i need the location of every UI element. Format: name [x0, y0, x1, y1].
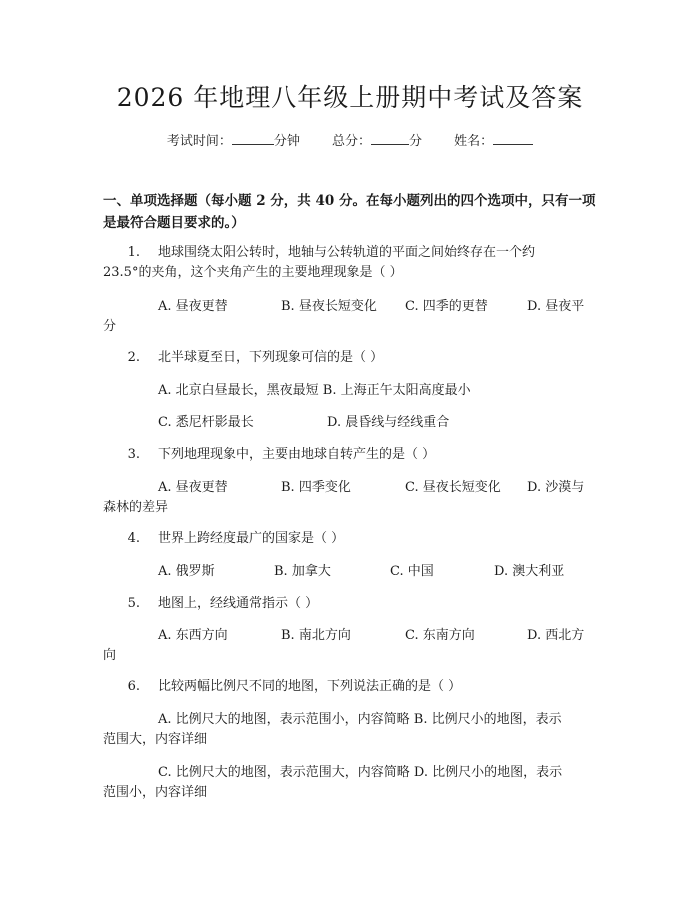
option-d: D. 澳大利亚 — [494, 564, 565, 579]
options-row1: A. 比例尺大的地图，表示范围小，内容简略 B. 比例尺小的地图，表示 — [158, 712, 562, 727]
question-number: 2. — [127, 350, 140, 365]
time-blank — [232, 130, 274, 145]
question-number: 1. — [127, 245, 140, 260]
score-unit: 分 — [409, 134, 423, 149]
question-stem-line1: 地图上，经线通常指示（ ） — [158, 596, 319, 611]
score-field — [332, 134, 422, 149]
option-d: D. 晨昏线与经线重合 — [327, 415, 450, 430]
question-stem-line1: 世界上跨经度最广的国家是（ ） — [158, 531, 345, 546]
option-d: D. 西北方 — [527, 628, 585, 643]
name-blank — [493, 130, 533, 145]
name-field — [454, 134, 533, 149]
time-unit: 分钟 — [273, 134, 300, 149]
score-blank — [371, 130, 409, 145]
option-a: A. 东西方向 — [158, 628, 228, 643]
option-c: C. 东南方向 — [405, 628, 475, 643]
option-c: C. 中国 — [390, 564, 434, 579]
question-number: 4. — [127, 531, 140, 546]
exam-title: 2026 年地理八年级上册期中考试及答案 — [116, 83, 584, 112]
question-stem-line2: 23.5°的夹角，这个夹角产生的主要地理现象是（ ） — [103, 265, 403, 280]
option-wrap: 森林的差异 — [103, 500, 169, 515]
options-row2: C. 比例尺大的地图，表示范围大，内容简略 D. 比例尺小的地图，表示 — [158, 765, 563, 780]
question-stem-line1: 比较两幅比例尺不同的地图，下列说法正确的是（ ） — [158, 679, 462, 694]
options-row1: A. 北京白昼最长，黑夜最短 B. 上海正午太阳高度最小 — [158, 383, 471, 398]
question-stem-line1: 北半球夏至日，下列现象可信的是（ ） — [158, 350, 384, 365]
option-a: A. 俄罗斯 — [158, 564, 215, 579]
option-b: B. 南北方向 — [281, 628, 351, 643]
option-b: B. 四季变化 — [281, 480, 351, 495]
question-number: 6. — [127, 679, 140, 694]
question-stem-line1: 下列地理现象中，主要由地球自转产生的是（ ） — [158, 447, 436, 462]
time-field — [167, 134, 300, 149]
option-b: B. 加拿大 — [274, 564, 331, 579]
option-c: C. 四季的更替 — [405, 299, 488, 314]
option-wrap: 分 — [103, 319, 117, 334]
question-number: 3. — [127, 447, 140, 462]
option-d: D. 昼夜平 — [527, 299, 585, 314]
section-heading-line1: 一、单项选择题（每小题 2 分，共 40 分。在每小题列出的四个选项中，只有一项 — [103, 193, 596, 209]
option-a: A. 昼夜更替 — [158, 480, 228, 495]
section-heading — [103, 190, 598, 234]
section-heading-line2: 是最符合题目要求的。） — [103, 215, 245, 231]
option-c: C. 悉尼杆影最长 — [158, 415, 254, 430]
option-a: A. 昼夜更替 — [158, 299, 228, 314]
option-b: B. 昼夜长短变化 — [281, 299, 377, 314]
options-row2-wrap: 范围小，内容详细 — [103, 785, 208, 800]
options-row1-wrap: 范围大，内容详细 — [103, 732, 208, 747]
score-label: 总分： — [331, 134, 371, 149]
name-label: 姓名： — [454, 134, 494, 149]
option-d: D. 沙漠与 — [527, 480, 585, 495]
option-c: C. 昼夜长短变化 — [405, 480, 501, 495]
question-stem-line1: 地球围绕太阳公转时，地轴与公转轨道的平面之间始终存在一个约 — [158, 245, 536, 260]
question-number: 5. — [127, 596, 140, 611]
option-wrap: 向 — [103, 648, 117, 663]
time-label: 考试时间： — [166, 134, 232, 149]
exam-info-row — [0, 130, 700, 153]
